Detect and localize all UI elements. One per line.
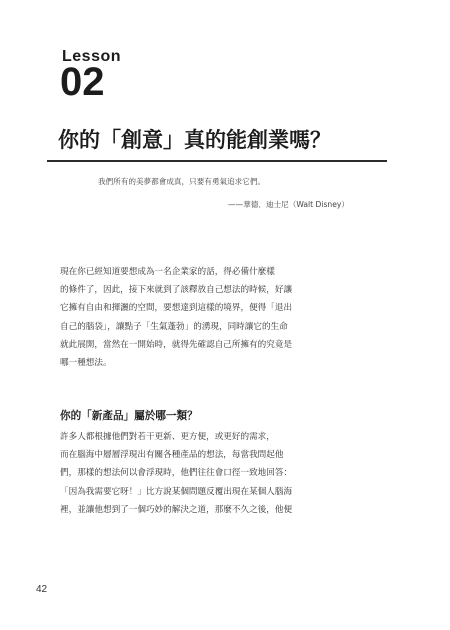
paragraph-line: 的條件了，因此，接下來就到了該釋放自己想法的時候，好讓 — [60, 285, 293, 296]
paragraph-line: 自己的腦袋」，讓點子「生氣蓬勃」的湧現，同時讓它的生命 — [60, 321, 288, 332]
intro-paragraph — [60, 263, 380, 372]
title-underline — [47, 160, 387, 162]
paragraph-line: 們，那樣的想法何以會浮現時，他們往往會口徑一致地回答： — [60, 468, 293, 479]
lesson-label: Lesson — [62, 48, 122, 65]
paragraph-line: 許多人都根據他們對若干更新、更方便，或更好的需求， — [60, 432, 275, 442]
paragraph-line: 它擁有自由和揮灑的空間，要想達到這樣的境界，便得「退出 — [60, 303, 293, 314]
epigraph-author: ——華德．迪士尼（Walt Disney） — [228, 200, 350, 209]
page-number: 42 — [36, 584, 48, 595]
paragraph-line: 現在你已經知道要想成為一名企業家的話，得必備什麼樣 — [60, 267, 275, 277]
lesson-number: 02 — [60, 60, 105, 104]
epigraph-quote: 我們所有的美夢都會成真，只要有勇氣追求它們。 — [98, 177, 266, 186]
paragraph-line: 哪一種想法。 — [60, 358, 112, 369]
paragraph-line: 裡，並讓他想到了一個巧妙的解決之道，那麼不久之後，他便 — [60, 504, 293, 515]
paragraph-line: 就此展開，當然在一開始時，就得先確認自己所擁有的究竟是 — [60, 339, 293, 350]
paragraph-line: 「因為我需要它呀！」比方說某個問題反覆出現在某個人腦海 — [60, 486, 293, 497]
paragraph-line: 而在腦海中層層浮現出有關各種產品的想法，每當我問起他 — [60, 450, 284, 461]
section-paragraph — [60, 428, 380, 519]
section-heading: 你的「新產品」屬於哪一類？ — [60, 410, 198, 422]
chapter-title: 你的「創意」真的能創業嗎？ — [58, 128, 331, 152]
